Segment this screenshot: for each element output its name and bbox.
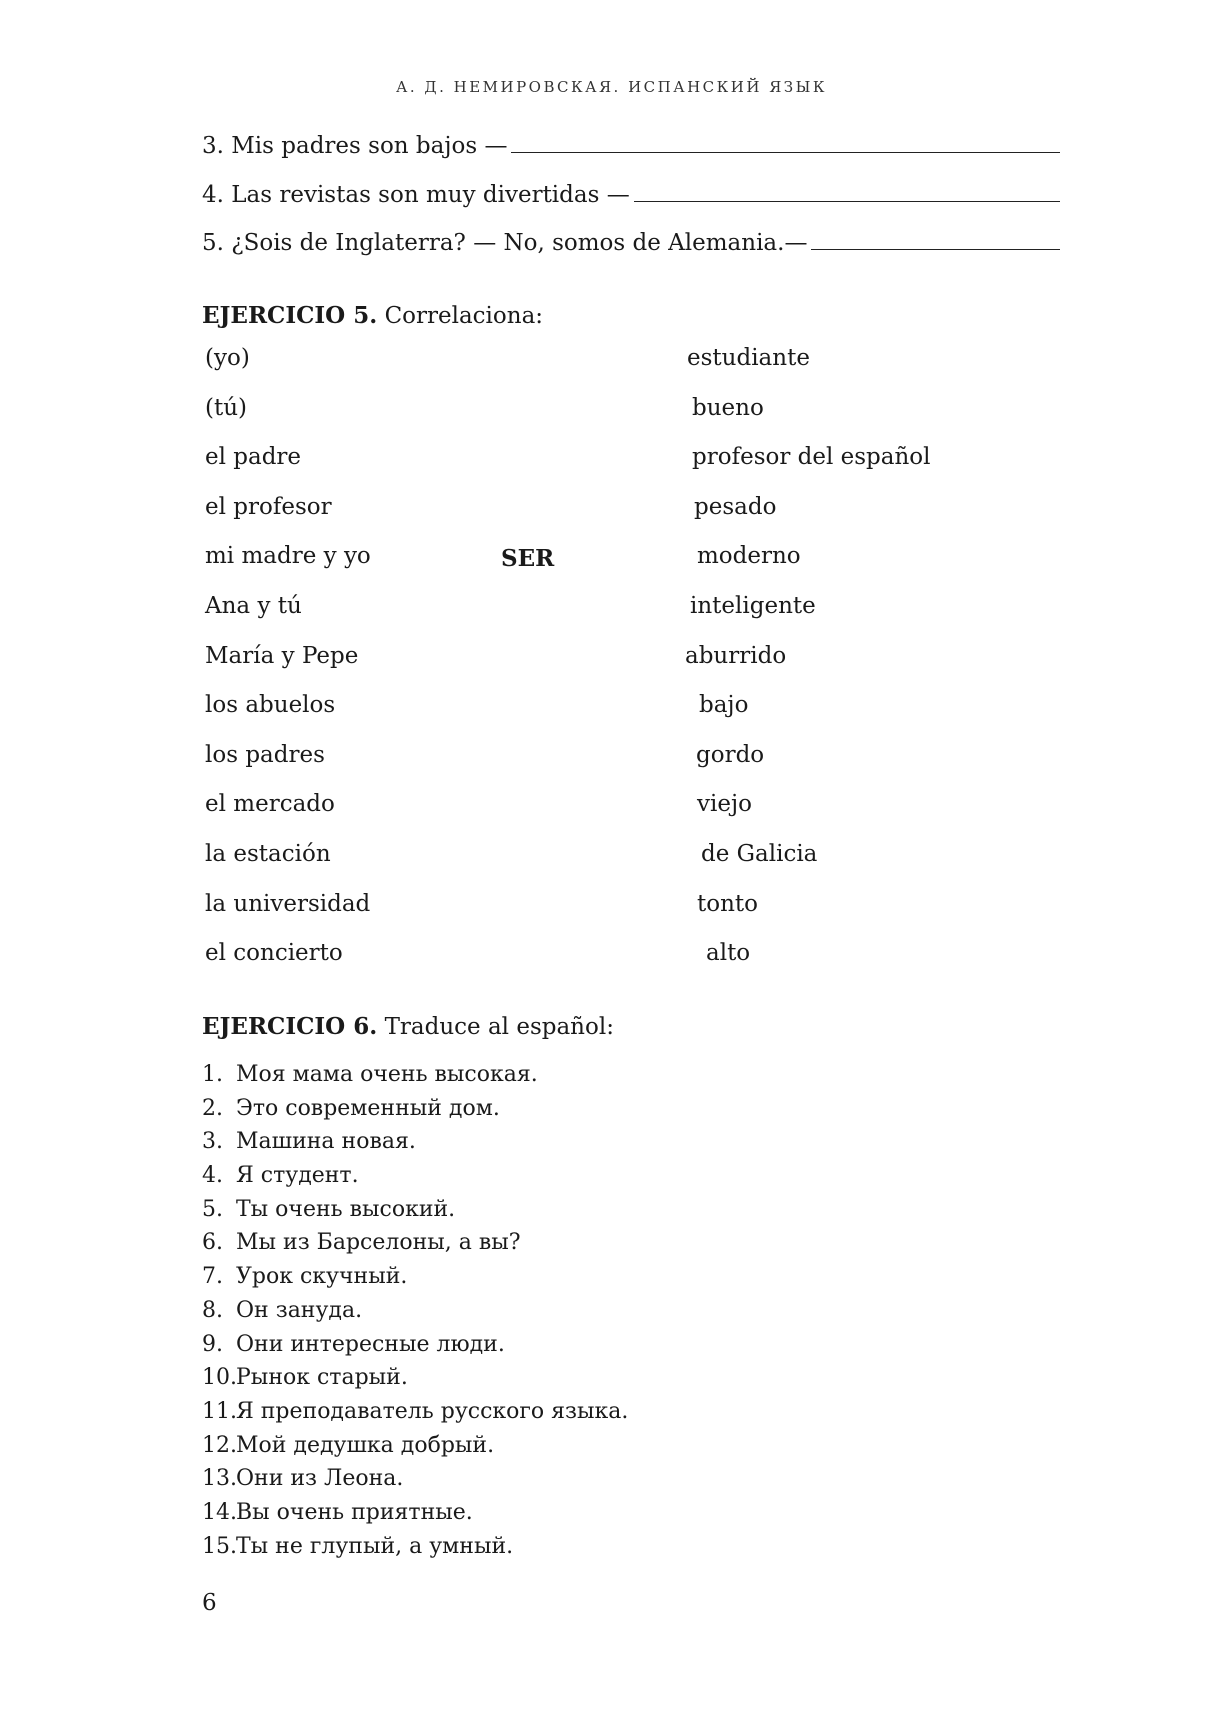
list-item bbox=[202, 1092, 962, 1126]
item-text: Урок скучный. bbox=[236, 1264, 408, 1290]
correlation-row bbox=[0, 395, 1223, 429]
answer-blank[interactable] bbox=[811, 227, 1060, 250]
exercise-instruction: Traduce al español: bbox=[384, 1014, 614, 1040]
subject-item: Ana y tú bbox=[205, 593, 302, 619]
list-item bbox=[202, 1361, 962, 1395]
item-number: 7. bbox=[202, 1264, 223, 1290]
list-item bbox=[202, 1530, 962, 1564]
verb-ser: SER bbox=[501, 545, 555, 572]
correlation-row bbox=[0, 791, 1223, 825]
subject-item: mi madre y yo bbox=[205, 543, 371, 570]
attribute-item: de Galicia bbox=[701, 841, 818, 867]
subject-item: (tú) bbox=[205, 394, 248, 421]
attribute-item: viejo bbox=[697, 791, 752, 818]
item-number: 8. bbox=[202, 1297, 223, 1323]
sentence-text: 3. Mis padres son bajos — bbox=[202, 133, 508, 159]
list-item bbox=[202, 1125, 962, 1159]
item-text: Ты не глупый, а умный. bbox=[236, 1533, 514, 1559]
item-text: Ты очень высокий. bbox=[236, 1196, 456, 1222]
answer-blank[interactable] bbox=[634, 179, 1060, 202]
list-item bbox=[202, 1260, 962, 1294]
item-number: 14. bbox=[202, 1499, 237, 1525]
correlation-row bbox=[0, 543, 1223, 577]
page-number: 6 bbox=[202, 1590, 217, 1616]
attribute-item: profesor del español bbox=[692, 444, 931, 471]
item-text: Это современный дом. bbox=[236, 1095, 500, 1121]
correlation-row bbox=[0, 940, 1223, 974]
list-item bbox=[202, 1429, 962, 1463]
attribute-item: alto bbox=[706, 940, 751, 967]
list-item bbox=[202, 1395, 962, 1429]
item-number: 4. bbox=[202, 1163, 223, 1189]
exercise-label: EJERCICIO 6. bbox=[202, 1013, 378, 1040]
correlation-row bbox=[0, 891, 1223, 925]
list-item bbox=[202, 1058, 962, 1092]
exercise-5-title bbox=[202, 302, 543, 329]
attribute-item: inteligente bbox=[690, 593, 816, 619]
subject-item: los padres bbox=[205, 741, 325, 768]
correlation-row bbox=[0, 643, 1223, 677]
attribute-item: tonto bbox=[697, 890, 758, 917]
attribute-item: bajo bbox=[699, 692, 749, 719]
item-text: Я студент. bbox=[236, 1163, 359, 1189]
list-item bbox=[202, 1328, 962, 1362]
item-number: 11. bbox=[202, 1398, 237, 1424]
item-text: Они интересные люди. bbox=[236, 1331, 505, 1357]
item-number: 10. bbox=[202, 1365, 237, 1391]
subject-item: los abuelos bbox=[205, 692, 336, 719]
attribute-item: pesado bbox=[694, 493, 777, 520]
list-item bbox=[202, 1462, 962, 1496]
attribute-item: moderno bbox=[697, 543, 801, 570]
item-text: Машина новая. bbox=[236, 1129, 416, 1155]
item-text: Я преподаватель русского языка. bbox=[236, 1398, 629, 1424]
subject-item: el padre bbox=[205, 444, 302, 471]
item-number: 9. bbox=[202, 1331, 223, 1357]
attribute-item: estudiante bbox=[687, 345, 810, 371]
subject-item: María y Pepe bbox=[205, 642, 359, 669]
correlation-row bbox=[0, 593, 1223, 627]
attribute-item: bueno bbox=[692, 394, 764, 421]
subject-item: el profesor bbox=[205, 493, 332, 520]
subject-item: el mercado bbox=[205, 791, 335, 818]
exercise-instruction: Correlaciona: bbox=[384, 303, 544, 329]
list-item bbox=[202, 1496, 962, 1530]
translation-list bbox=[202, 1058, 962, 1563]
correlation-row bbox=[0, 345, 1223, 379]
correlation-row bbox=[0, 494, 1223, 528]
item-number: 15. bbox=[202, 1533, 237, 1559]
list-item bbox=[202, 1226, 962, 1260]
item-number: 6. bbox=[202, 1230, 223, 1256]
item-number: 12. bbox=[202, 1432, 237, 1458]
correlation-row bbox=[0, 444, 1223, 478]
running-header: А. Д. НЕМИРОВСКАЯ. ИСПАНСКИЙ ЯЗЫК bbox=[395, 78, 828, 96]
answer-blank[interactable] bbox=[511, 130, 1060, 153]
item-number: 2. bbox=[202, 1095, 223, 1121]
subject-item: el concierto bbox=[205, 940, 343, 967]
fill-in-line bbox=[202, 130, 1060, 166]
item-number: 5. bbox=[202, 1196, 223, 1222]
item-number: 3. bbox=[202, 1129, 223, 1155]
item-text: Они из Леона. bbox=[236, 1466, 404, 1492]
subject-item: (yo) bbox=[205, 345, 250, 371]
list-item bbox=[202, 1159, 962, 1193]
sentence-text: 5. ¿Sois de Inglaterra? — No, somos de Alemania.— bbox=[202, 230, 808, 256]
correlation-row bbox=[0, 692, 1223, 726]
item-text: Мы из Барселоны, а вы? bbox=[236, 1230, 521, 1256]
correlation-row bbox=[0, 841, 1223, 875]
item-number: 13. bbox=[202, 1466, 237, 1492]
subject-item: la universidad bbox=[205, 890, 371, 917]
subject-item: la estación bbox=[205, 841, 331, 867]
item-text: Моя мама очень высокая. bbox=[236, 1062, 538, 1087]
attribute-item: gordo bbox=[696, 741, 765, 768]
list-item bbox=[202, 1294, 962, 1328]
list-item bbox=[202, 1193, 962, 1227]
exercise-6-title bbox=[202, 1013, 614, 1040]
sentence-text: 4. Las revistas son muy divertidas — bbox=[202, 182, 630, 208]
fill-in-line bbox=[202, 227, 1060, 263]
attribute-item: aburrido bbox=[685, 642, 787, 669]
correlation-row bbox=[0, 742, 1223, 776]
item-text: Он зануда. bbox=[236, 1297, 363, 1323]
item-text: Мой дедушка добрый. bbox=[236, 1432, 495, 1458]
fill-in-line bbox=[202, 179, 1060, 215]
item-text: Рынок старый. bbox=[236, 1365, 408, 1391]
item-number: 1. bbox=[202, 1062, 223, 1087]
exercise-label: EJERCICIO 5. bbox=[202, 302, 378, 329]
item-text: Вы очень приятные. bbox=[236, 1499, 473, 1525]
